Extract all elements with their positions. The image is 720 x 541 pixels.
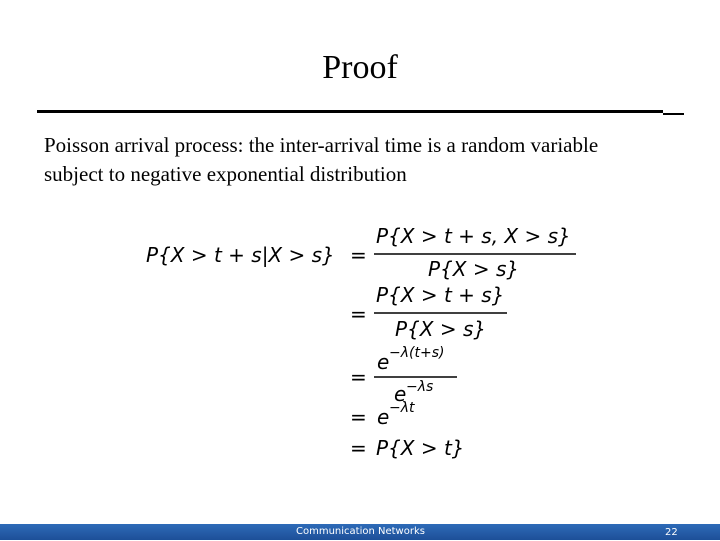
fraction-2-denominator: P{X > s} [395, 317, 487, 341]
footer-label: Communication Networks [296, 526, 425, 537]
page-number: 22 [665, 527, 678, 538]
fraction-1-numerator: P{X > t + s, X > s} [376, 224, 571, 248]
fraction-3-denominator-exponent: −λs [406, 379, 434, 395]
equals-sign-1: = [350, 243, 367, 267]
equation-lhs: P{X > t + s|X > s} [146, 243, 335, 267]
fraction-3-numerator-exponent: −λ(t+s) [389, 345, 445, 361]
slide-title: Proof [322, 49, 398, 86]
fraction-3-denominator-base: e [394, 382, 407, 406]
fraction-2-numerator: P{X > t + s} [376, 283, 505, 307]
step-4-base: e [377, 405, 390, 429]
equals-sign-4: = [350, 405, 367, 429]
equals-sign-3: = [350, 365, 367, 389]
step-4-exponent: −λt [389, 400, 415, 416]
equals-sign-2: = [350, 302, 367, 326]
body-line-2: subject to negative exponential distribution [44, 162, 407, 186]
body-line-1: Poisson arrival process: the inter-arrival time is a random variable [44, 133, 599, 157]
footer-bar [0, 524, 720, 540]
fraction-1-denominator: P{X > s} [428, 257, 520, 281]
step-5-result: P{X > t} [376, 436, 465, 460]
equals-sign-5: = [350, 436, 367, 460]
fraction-3-numerator-base: e [377, 350, 390, 374]
